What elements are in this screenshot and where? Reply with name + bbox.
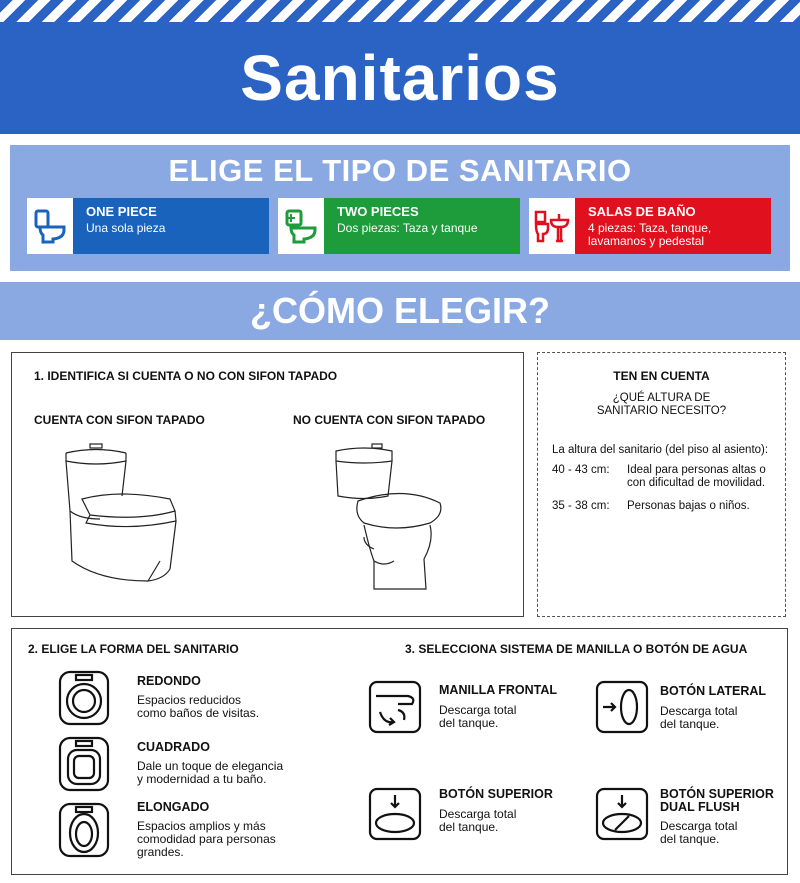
option-con-sifon-label: CUENTA CON SIFON TAPADO: [34, 413, 205, 427]
shape-desc: [137, 760, 283, 786]
step3-title: 3. SELECCIONA SISTEMA DE MANILLA O BOTÓN DE AGUA: [405, 642, 748, 656]
system-desc-line: Descarga total: [439, 807, 517, 821]
shape-desc: [137, 694, 259, 720]
system-desc-line: del tanque.: [439, 820, 499, 834]
system-name: BOTÓN LATERAL: [660, 684, 767, 698]
tip-range-desc: Personas bajas o niños.: [627, 500, 750, 512]
tip-question-line2: SANITARIO NECESITO?: [596, 405, 727, 417]
step2-title: 2. ELIGE LA FORMA DEL SANITARIO: [28, 642, 239, 656]
types-section: [10, 145, 790, 271]
tip-title: TEN EN CUENTA: [613, 369, 710, 383]
toilet-exposed-trap-illustration: [334, 441, 446, 593]
system-desc-line: del tanque.: [660, 832, 720, 846]
shape-desc-line: como baños de visitas.: [137, 706, 260, 720]
toilet-covered-trap-illustration: [60, 441, 186, 591]
tip-box: [537, 352, 786, 617]
step2-3-box: [11, 628, 788, 875]
one-piece-toilet-icon: [27, 198, 73, 254]
side-button-icon: [595, 680, 649, 734]
two-pieces-toilet-icon: [278, 198, 324, 254]
bathroom-set-icon: [529, 198, 575, 254]
como-elegir-title: ¿CÓMO ELEGIR?: [250, 290, 550, 331]
system-desc: [660, 820, 737, 846]
header-stripes: [0, 0, 800, 22]
type-name: SALAS DE BAÑO: [588, 204, 696, 219]
system-desc-line: del tanque.: [660, 717, 720, 731]
system-name: BOTÓN SUPERIOR: [439, 787, 553, 801]
step1-box: [11, 352, 524, 617]
type-desc: 4 piezas: Taza, tanque, lavamanos y pedestal: [588, 221, 712, 248]
elongated-seat-icon: [58, 802, 110, 858]
system-desc: [439, 808, 516, 834]
shape-name: CUADRADO: [137, 740, 210, 754]
shape-desc-line: y modernidad a tu baño.: [137, 772, 267, 786]
system-desc: [660, 705, 737, 731]
tip-intro: La altura del sanitario (del piso al asiento):: [552, 444, 769, 456]
shape-name: ELONGADO: [137, 800, 210, 814]
type-card-salas-de-bano[interactable]: [529, 198, 771, 254]
shape-desc-line: Dale un toque de elegancia: [137, 759, 284, 773]
tip-question-line1: ¿QUÉ ALTURA DE: [612, 392, 711, 404]
shape-desc-line: Espacios amplios y más: [137, 819, 266, 833]
system-desc-line: Descarga total: [439, 703, 517, 717]
system-desc-line: Descarga total: [660, 704, 738, 718]
top-button-icon: [368, 787, 422, 841]
type-card-two-pieces[interactable]: [278, 198, 520, 254]
page-title: Sanitarios: [240, 42, 560, 114]
types-title: ELIGE EL TIPO DE SANITARIO: [168, 153, 632, 188]
shape-desc-line: Espacios reducidos: [137, 693, 242, 707]
shape-desc: [137, 820, 276, 859]
tip-range-desc: Ideal para personas altas o con dificultad de movilidad.: [627, 464, 766, 489]
system-name-line: BOTÓN SUPERIOR: [660, 787, 774, 801]
type-desc: Dos piezas: Taza y tanque: [337, 221, 478, 235]
tip-range: 40 - 43 cm:: [552, 464, 610, 476]
como-elegir-band: [0, 282, 800, 340]
shape-desc-line: grandes.: [137, 845, 184, 859]
tip-question: [538, 392, 785, 418]
shape-name: REDONDO: [137, 674, 201, 688]
type-card-one-piece[interactable]: [27, 198, 269, 254]
step1-title: 1. IDENTIFICA SI CUENTA O NO CON SIFON TAPADO: [34, 369, 338, 383]
square-seat-icon: [58, 736, 110, 792]
system-desc-line: del tanque.: [439, 716, 499, 730]
type-name: TWO PIECES: [337, 204, 419, 219]
type-name: ONE PIECE: [86, 204, 157, 219]
system-desc-line: Descarga total: [660, 819, 738, 833]
dual-flush-button-icon: [595, 787, 649, 841]
title-band: [0, 22, 800, 134]
option-sin-sifon-label: NO CUENTA CON SIFON TAPADO: [293, 413, 486, 427]
system-name: [660, 788, 774, 814]
front-lever-icon: [368, 680, 422, 734]
type-desc: Una sola pieza: [86, 221, 166, 235]
system-name-line: DUAL FLUSH: [660, 800, 740, 814]
system-desc: [439, 704, 516, 730]
tip-range: 35 - 38 cm:: [552, 500, 610, 512]
system-name: MANILLA FRONTAL: [439, 683, 558, 697]
round-seat-icon: [58, 670, 110, 726]
shape-desc-line: comodidad para personas: [137, 832, 276, 846]
